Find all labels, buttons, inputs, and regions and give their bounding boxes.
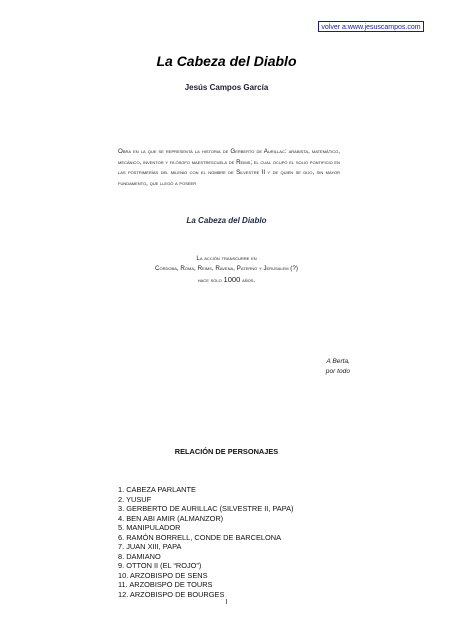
cast-item: 7. JUAN XIII, PAPA	[118, 542, 182, 551]
dedication	[300, 357, 350, 377]
dedication-line-2: por todo	[325, 368, 350, 376]
setting-line-3-post: años.	[242, 276, 256, 284]
cast-item: 6. RAMÓN BORRELL, CONDE DE BARCELONA	[118, 532, 282, 542]
cast-item: 2. YUSUF	[118, 494, 152, 504]
cast-item: 12. ARZOBISPO DE BOURGES	[118, 589, 225, 599]
cast-heading: RELACIÓN DE PERSONAJES	[174, 447, 279, 456]
cast-item: 5. MANIPULADOR	[118, 523, 181, 532]
cast-item: 11. ARZOBISPO DE TOURS	[118, 580, 213, 589]
author-name: Jesús Campos García	[184, 83, 269, 92]
cast-item: 1. CABEZA PARLANTE	[118, 485, 196, 494]
home-link[interactable]: volver a:www.jesuscampos.com	[318, 21, 424, 32]
setting-year: 1000	[223, 274, 241, 284]
abstract-paragraph: Obra en la que se representa la historia de Gerberto de Aurillac: arabista, matemático, mecánico, inventor y filósofo maestrescuela de Reims; el cual ocupó el solio pontificio en las postrimerías del milenio con el nombre de Silvestre II y de quien se dijo, sin mayor fundamento, que llegó a poseer	[118, 148, 340, 187]
cast-item: 9. OTTON II (EL “ROJO”)	[118, 561, 202, 570]
setting-line-2: Córdoba, Roma, Reims, Ravena, Paterno y Jerusalem (?)	[154, 265, 298, 273]
page-number: I	[225, 599, 228, 606]
setting-line-3-pre: hace solo	[197, 276, 222, 284]
section-title: La Cabeza del Diablo	[186, 216, 267, 225]
cast-item: 3. GERBERTO DE AURILLAC (SILVESTRE II, PAPA)	[118, 504, 294, 513]
cast-item: 4. BEN ABI AMIR (ALMANZOR)	[118, 513, 224, 523]
cast-item: 8. DAMIANO	[118, 551, 161, 561]
setting-line-3	[0, 275, 453, 286]
setting-line-1: La acción transcurre en	[196, 255, 257, 262]
dedication-line-1: A Berta,	[326, 358, 350, 365]
cast-list	[118, 485, 294, 599]
setting-block	[0, 254, 453, 286]
document-title: La Cabeza del Diablo	[156, 53, 297, 69]
cast-item: 10. ARZOBISPO DE SENS	[118, 570, 208, 580]
